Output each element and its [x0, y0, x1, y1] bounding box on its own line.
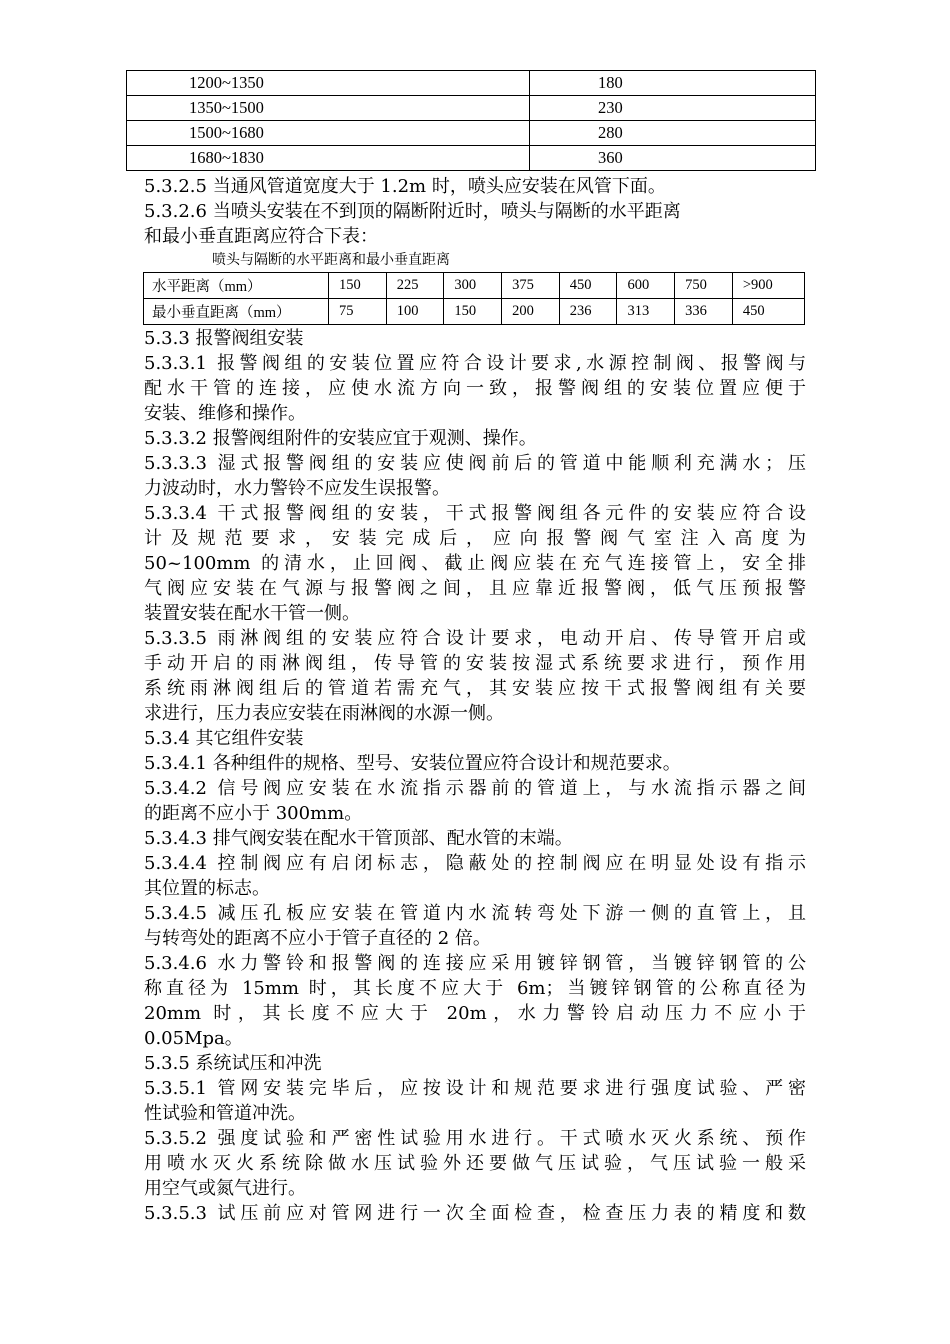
table-cell: 336	[675, 299, 733, 325]
table-cell: 750	[675, 273, 733, 299]
text-line: 的距离不应小于 300mm。	[144, 803, 363, 824]
text-line: 50~100mm 的清水，止回阀、截止阀应装在充气连接管上，安全排	[144, 553, 806, 574]
text-line: 安装、维修和操作。	[144, 403, 306, 424]
table-cell: 600	[617, 273, 675, 299]
text-line: 5.3.3.1 报警阀组的安装位置应符合设计要求,水源控制阀、报警阀与	[144, 353, 806, 374]
table-cell: 236	[559, 299, 617, 325]
text-line: 求进行，压力表应安装在雨淋阀的水源一侧。	[144, 703, 504, 724]
text-line: 5.3.4.3 排气阀安装在配水干管顶部、配水管的末端。	[144, 828, 573, 849]
table-cell: 360	[530, 146, 816, 171]
text-line: 手动开启的雨淋阀组，传导管的安装按湿式系统要求进行，预作用	[144, 653, 806, 674]
text-line: 5.3.3.4 干式报警阀组的安装，干式报警阀组各元件的安装应符合设	[144, 503, 806, 524]
text-line: 5.3.3.2 报警阀组附件的安装应宜于观测、操作。	[144, 428, 537, 449]
text-line: 5.3.2.5 当通风管道宽度大于 1.2m 时，喷头应安装在风管下面。	[144, 176, 666, 197]
text-line: 5.3.5.1 管网安装完毕后，应按设计和规范要求进行强度试验、严密	[144, 1078, 806, 1099]
text-line: 5.3.4.5 减压孔板应安装在管道内水流转弯处下游一侧的直管上，且	[144, 903, 806, 924]
table-cell: 450	[559, 273, 617, 299]
text-line: 计及规范要求，安装完成后，应向报警阀气室注入高度为	[144, 528, 806, 549]
table-cell: 180	[530, 71, 816, 96]
table-cell: 300	[444, 273, 502, 299]
table-row	[127, 96, 816, 121]
text-line: 装置安装在配水干管一侧。	[144, 603, 360, 624]
text-line: 0.05Mpa。	[144, 1028, 243, 1049]
table-cell: 375	[502, 273, 560, 299]
section-heading: 5.3.3 报警阀组安装	[144, 328, 304, 349]
table-row	[127, 71, 816, 96]
text-line: 称直径为 15mm 时，其长度不应大于 6m；当镀锌钢管的公称直径为	[144, 978, 806, 999]
table-caption: 喷头与隔断的水平距离和最小垂直距离	[212, 252, 450, 268]
text-line: 20mm 时，其长度不应大于 20m，水力警铃启动压力不应小于	[144, 1003, 806, 1024]
text-line: 用喷水灭火系统除做水压试验外还要做气压试验，气压试验一般采	[144, 1153, 806, 1174]
table-row	[127, 146, 816, 171]
text-line: 配水干管的连接，应使水流方向一致，报警阀组的安装位置应便于	[144, 378, 806, 399]
text-line: 和最小垂直距离应符合下表：	[144, 226, 378, 247]
text-line: 5.3.4.6 水力警铃和报警阀的连接应采用镀锌钢管，当镀锌钢管的公	[144, 953, 806, 974]
text-line: 系统雨淋阀组后的管道若需充气，其安装应按干式报警阀组有关要	[144, 678, 806, 699]
table-cell: 75	[329, 299, 387, 325]
table-row	[144, 273, 805, 299]
table-cell: 1350~1500	[127, 96, 530, 121]
table-cell: 150	[444, 299, 502, 325]
table-cell: 230	[530, 96, 816, 121]
text-line: 5.3.5.3 试压前应对管网进行一次全面检查，检查压力表的精度和数	[144, 1203, 806, 1224]
table-cell: 1200~1350	[127, 71, 530, 96]
table-cell: 200	[502, 299, 560, 325]
table-cell: 313	[617, 299, 675, 325]
table-cell: 225	[386, 273, 444, 299]
table-cell: 450	[732, 299, 804, 325]
text-line: 5.3.4.1 各种组件的规格、型号、安装位置应符合设计和规范要求。	[144, 753, 681, 774]
text-line: 5.3.2.6 当喷头安装在不到顶的隔断附近时，喷头与隔断的水平距离	[144, 201, 681, 222]
table-cell: 100	[386, 299, 444, 325]
row-label: 水平距离（mm）	[144, 273, 329, 299]
row-label: 最小垂直距离（mm）	[144, 299, 329, 325]
text-line: 力波动时，水力警铃不应发生误报警。	[144, 478, 450, 499]
table-cell: >900	[732, 273, 804, 299]
text-line: 5.3.3.5 雨淋阀组的安装应符合设计要求，电动开启、传导管开启或	[144, 628, 806, 649]
table-cell: 1680~1830	[127, 146, 530, 171]
text-line: 5.3.4.4 控制阀应有启闭标志，隐蔽处的控制阀应在明显处设有指示	[144, 853, 806, 874]
text-line: 用空气或氮气进行。	[144, 1178, 306, 1199]
sprinkler-distance-table	[143, 272, 805, 325]
text-line: 5.3.4.2 信号阀应安装在水流指示器前的管道上，与水流指示器之间	[144, 778, 806, 799]
text-line: 性试验和管道冲洗。	[144, 1103, 306, 1124]
table-row	[144, 299, 805, 325]
text-line: 其位置的标志。	[144, 878, 270, 899]
table-cell: 150	[329, 273, 387, 299]
text-line: 5.3.3.3 湿式报警阀组的安装应使阀前后的管道中能顺利充满水；压	[144, 453, 806, 474]
table-row	[127, 121, 816, 146]
pipe-width-table	[126, 70, 816, 171]
text-line: 气阀应安装在气源与报警阀之间，且应靠近报警阀，低气压预报警	[144, 578, 806, 599]
table-cell: 1500~1680	[127, 121, 530, 146]
section-heading: 5.3.5 系统试压和冲洗	[144, 1053, 322, 1074]
table-cell: 280	[530, 121, 816, 146]
section-heading: 5.3.4 其它组件安装	[144, 728, 304, 749]
text-line: 与转弯处的距离不应小于管子直径的 2 倍。	[144, 928, 491, 949]
text-line: 5.3.5.2 强度试验和严密性试验用水进行。干式喷水灭火系统、预作	[144, 1128, 806, 1149]
